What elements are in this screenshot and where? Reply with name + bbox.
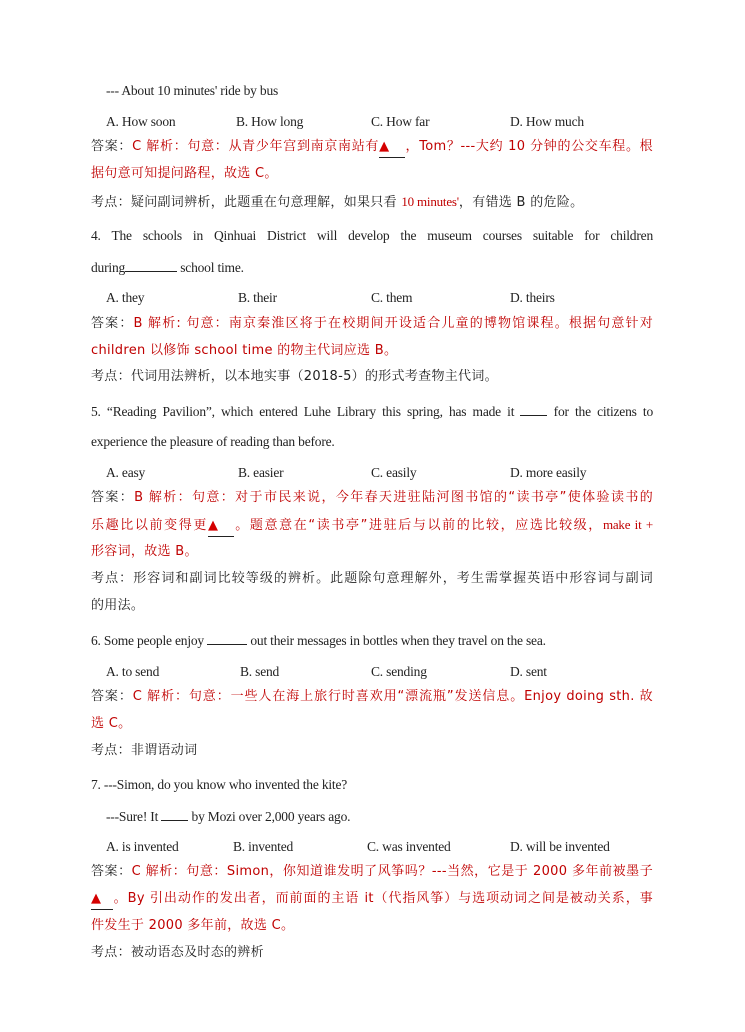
q4-answer-text: B 解析: 句意：南京秦淮区将于在校期间开设适合儿童的博物馆课程。根据句意针对 bbox=[133, 316, 654, 331]
q3-answer-text-b: ，Tom？---大约 10 分钟的公交车程。根 bbox=[405, 139, 653, 154]
q4-point-text: 代词用法辨析，以本地实事（2018-5）的形式考查物主代词。 bbox=[130, 369, 498, 384]
q3-option-b: B. How long bbox=[236, 114, 304, 129]
q4-answer-line-2: children 以修饰 school time 的物主代词应选 B。 bbox=[91, 343, 398, 358]
blank-line bbox=[125, 257, 177, 272]
point-label: 考点： bbox=[91, 743, 131, 758]
q5-point-line-1 bbox=[91, 569, 653, 589]
q6-answer-text: C 解析：句意：一些人在海上旅行时喜欢用“漂流瓶”发送信息。Enjoy doing sth. 故 bbox=[132, 689, 653, 704]
q6-answer-line-1 bbox=[91, 687, 653, 707]
q4-option-c: C. them bbox=[371, 290, 413, 305]
q4-stem-text-b: school time. bbox=[177, 260, 244, 275]
q3-point bbox=[91, 192, 653, 213]
answer-label: 答案： bbox=[91, 139, 133, 154]
q5-answer-line-3: 形容词，故选 B。 bbox=[91, 544, 198, 559]
answer-blank bbox=[208, 516, 234, 537]
triangle-icon: ▲ bbox=[91, 891, 102, 906]
q7-option-b: B. invented bbox=[233, 839, 294, 854]
q7-stem-line-1: 7. ---Simon, do you know who invented the kite? bbox=[91, 777, 348, 792]
q6-stem-text-a: 6. Some people enjoy bbox=[91, 633, 204, 648]
q4-stem-line-1: 4. The schools in Qinhuai District will develop the museum courses suitable for children bbox=[91, 228, 653, 243]
q7-option-d: D. will be invented bbox=[510, 839, 610, 854]
q7-stem-text-a: ---Sure! It bbox=[106, 809, 159, 824]
q7-option-c: C. was invented bbox=[367, 839, 451, 854]
q5-answer-text-a: 乐趣比以前变得更 bbox=[91, 518, 208, 533]
q7-stem-line-2 bbox=[106, 806, 668, 827]
blank-line bbox=[207, 630, 247, 645]
q3-answer-line-1 bbox=[91, 137, 653, 158]
q6-option-a: A. to send bbox=[106, 664, 160, 679]
q6-option-b: B. send bbox=[240, 664, 280, 679]
q3-point-text-b: 10 minutes' bbox=[401, 194, 459, 209]
q3-option-a: A. How soon bbox=[106, 114, 176, 129]
q7-answer-text-2: 。By 引出动作的发出者，而前面的主语 it（代指风筝）与选项动词之间是被动关系，事 bbox=[113, 891, 653, 906]
answer-label: 答案： bbox=[91, 490, 135, 505]
q4-stem-text-a: during bbox=[91, 260, 126, 275]
q5-answer-line-1 bbox=[91, 488, 653, 508]
q7-answer-line-1 bbox=[91, 862, 653, 882]
q7-stem-text-b: by Mozi over 2,000 years ago. bbox=[188, 809, 351, 824]
answer-blank bbox=[379, 137, 405, 158]
q3-answer-line-2: 据句意可知提问路程，故选 C。 bbox=[91, 166, 278, 181]
q6-option-d: D. sent bbox=[510, 664, 547, 679]
q5-stem-text-a: 5. “Reading Pavilion”, which entered Luhe Library this spring, has made it bbox=[91, 404, 515, 419]
q3-answer-text-a: C 解析：句意：从青少年宫到南京南站有 bbox=[132, 139, 380, 154]
q5-answer-text-b: 。题意意在“读书亭”进驻后与以前的比较，应选比较级， bbox=[233, 518, 603, 533]
answer-label: 答案： bbox=[91, 689, 133, 704]
q3-point-text-a: 疑问副词辨析，此题重在句意理解，如果只看 bbox=[130, 195, 402, 210]
q3-option-c: C. How far bbox=[371, 114, 430, 129]
point-label: 考点： bbox=[91, 369, 131, 384]
point-label: 考点： bbox=[91, 195, 131, 210]
q6-answer-line-2: 选 C。 bbox=[91, 716, 132, 731]
q5-option-c: C. easily bbox=[371, 465, 417, 480]
q5-point-text: 形容词和副词比较等级的辨析。此题除句意理解外，考生需掌握英语中形容词与副词 bbox=[133, 571, 653, 586]
blank-line bbox=[520, 401, 547, 416]
answer-blank bbox=[91, 889, 113, 910]
q4-stem-line-2 bbox=[91, 257, 653, 278]
q4-point bbox=[91, 367, 653, 387]
triangle-icon: ▲ bbox=[379, 139, 390, 154]
q3-option-d: D. How much bbox=[510, 114, 584, 129]
q4-answer-line-1 bbox=[91, 314, 653, 334]
q7-answer-line-2 bbox=[91, 889, 653, 910]
q6-stem bbox=[91, 630, 653, 651]
q7-option-a: A. is invented bbox=[106, 839, 179, 854]
q4-option-b: B. their bbox=[238, 290, 277, 305]
blank-line bbox=[161, 806, 188, 821]
triangle-icon: ▲ bbox=[207, 518, 219, 533]
q5-stem-line-2: experience the pleasure of reading than before. bbox=[91, 434, 335, 449]
q5-answer-line-2 bbox=[91, 515, 653, 537]
q6-point bbox=[91, 741, 653, 761]
q3-reply: --- About 10 minutes' ride by bus bbox=[106, 83, 279, 98]
point-label: 考点： bbox=[91, 945, 131, 960]
answer-label: 答案： bbox=[91, 316, 134, 331]
q5-answer-text: B 解析：句意：对于市民来说，今年春天进驻陆河图书馆的“读书亭”使体验读书的 bbox=[134, 490, 654, 505]
q5-option-b: B. easier bbox=[238, 465, 284, 480]
q5-option-a: A. easy bbox=[106, 465, 146, 480]
q5-option-d: D. more easily bbox=[510, 465, 587, 480]
q5-answer-text-c: make it + bbox=[602, 517, 653, 532]
q4-option-a: A. they bbox=[106, 290, 145, 305]
q7-point bbox=[91, 943, 653, 963]
q6-option-c: C. sending bbox=[371, 664, 427, 679]
q5-point-line-2: 的用法。 bbox=[91, 598, 145, 613]
q5-stem-text-b: for the citizens to bbox=[547, 404, 653, 419]
q4-option-d: D. theirs bbox=[510, 290, 555, 305]
q7-point-text: 被动语态及时态的辨析 bbox=[130, 945, 264, 960]
point-label: 考点： bbox=[91, 571, 134, 586]
q3-point-text-c: ，有错选 B 的危险。 bbox=[458, 195, 584, 210]
q5-stem-line-1 bbox=[91, 401, 653, 422]
q6-point-text: 非谓语动词 bbox=[130, 743, 198, 758]
q7-answer-line-3: 件发生于 2000 多年前，故选 C。 bbox=[91, 918, 295, 933]
q7-answer-text: C 解析：句意：Simon，你知道谁发明了风筝吗？---当然，它是于 2000 多年前被墨子 bbox=[131, 864, 653, 879]
q6-stem-text-b: out their messages in bottles when they travel on the sea. bbox=[247, 633, 546, 648]
answer-label: 答案： bbox=[91, 864, 132, 879]
